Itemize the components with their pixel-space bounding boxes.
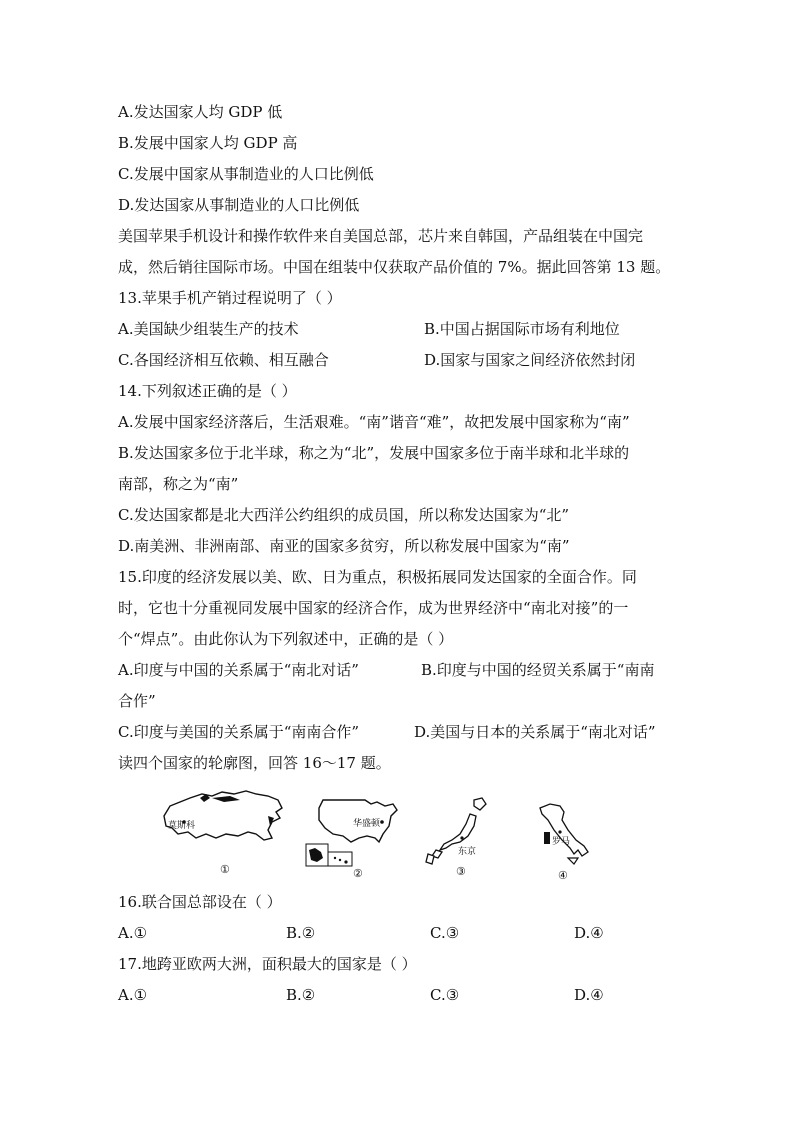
q15-option-d: D.美国与日本的关系属于“南北对话”	[414, 723, 656, 741]
q13-stem: 13.苹果手机产销过程说明了（ ）	[118, 289, 342, 307]
q15-stem-line2: 时，它也十分重视同发展中国家的经济合作，成为世界经济中“南北对接”的一	[118, 599, 629, 617]
q16-option-d: D.④	[574, 924, 604, 942]
q13-option-d: D.国家与国家之间经济依然封闭	[424, 351, 636, 369]
q16-option-c: C.③	[430, 924, 460, 942]
q17-option-d: D.④	[574, 986, 604, 1004]
q17-stem: 17.地跨亚欧两大洲，面积最大的国家是（ ）	[118, 955, 417, 973]
q16-option-b: B.②	[286, 924, 316, 942]
q15-option-b-line2: 合作”	[118, 692, 156, 710]
japan-city-label: 东京	[458, 847, 477, 857]
passage-apple-line1: 美国苹果手机设计和操作软件来自美国总部，芯片来自韩国，产品组装在中国完	[118, 227, 644, 245]
q13-option-a: A.美国缺少组装生产的技术	[118, 320, 299, 338]
q14-stem: 14.下列叙述正确的是（ ）	[118, 382, 297, 400]
passage-maps: 读四个国家的轮廓图，回答 16～17 题。	[118, 754, 391, 772]
q15-option-a: A.印度与中国的关系属于“南北对话”	[118, 661, 359, 679]
q12-option-d: D.发达国家从事制造业的人口比例低	[118, 196, 360, 214]
q14-option-c: C.发达国家都是北大西洋公约组织的成员国，所以称发达国家为“北”	[118, 506, 570, 524]
passage-apple-line2: 成，然后销往国际市场。中国在组装中仅获取产品价值的 7%。据此回答第 13 题。	[118, 258, 671, 276]
usa-city-label: 华盛顿	[353, 819, 381, 829]
q12-option-b: B.发展中国家人均 GDP 高	[118, 134, 298, 152]
q16-stem: 16.联合国总部设在（ ）	[118, 893, 282, 911]
q15-stem-line3: 个“焊点”。由此你认为下列叙述中，正确的是（ ）	[118, 630, 454, 648]
q14-option-d: D.南美洲、非洲南部、南亚的国家多贫穷，所以称发展中国家为“南”	[118, 537, 570, 555]
q12-option-c: C.发展中国家从事制造业的人口比例低	[118, 165, 374, 183]
q13-option-c: C.各国经济相互依赖、相互融合	[118, 351, 329, 369]
q17-option-a: A.①	[118, 986, 148, 1004]
map-italy	[534, 800, 594, 882]
map-japan	[422, 796, 502, 878]
q15-stem-line1: 15.印度的经济发展以美、欧、日为重点，积极拓展同发达国家的全面合作。同	[118, 568, 637, 586]
q13-option-b: B.中国占据国际市场有利地位	[424, 320, 620, 338]
q15-option-c: C.印度与美国的关系属于“南南合作”	[118, 723, 360, 741]
russia-city-label: 莫斯科	[168, 821, 196, 831]
russia-number: ①	[220, 863, 230, 876]
map-russia	[160, 788, 285, 876]
q14-option-a: A.发展中国家经济落后，生活艰难。“南”谐音“难”，故把发展中国家称为“南”	[118, 413, 630, 431]
q16-option-a: A.①	[118, 924, 148, 942]
q17-option-b: B.②	[286, 986, 316, 1004]
q14-option-b-line1: B.发达国家多位于北半球，称之为“北”，发展中国家多位于南半球和北半球的	[118, 444, 630, 462]
q17-option-c: C.③	[430, 986, 460, 1004]
italy-city-label: 罗马	[552, 837, 571, 847]
q15-option-b-line1: B.印度与中国的经贸关系属于“南南	[421, 661, 655, 679]
usa-number: ②	[353, 867, 363, 880]
map-usa	[305, 794, 400, 880]
italy-number: ④	[558, 869, 568, 882]
japan-number: ③	[456, 865, 466, 878]
country-outline-maps	[150, 788, 610, 888]
q12-option-a: A.发达国家人均 GDP 低	[118, 103, 283, 121]
q14-option-b-line2: 南部，称之为“南”	[118, 475, 239, 493]
